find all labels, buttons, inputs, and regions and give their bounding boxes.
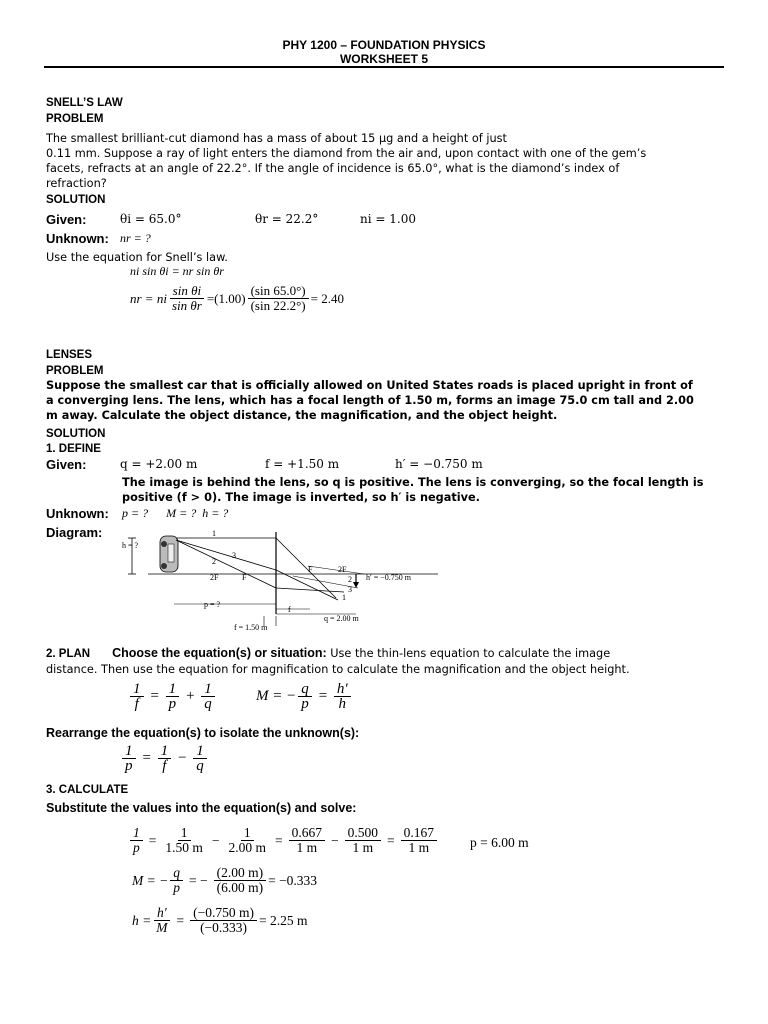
- denominator: f: [134, 696, 139, 712]
- calculate-heading: 3. CALCULATE: [46, 784, 129, 796]
- ray-label-r1: 1: [342, 593, 346, 602]
- numerator: 0.167: [401, 826, 437, 841]
- note-line: positive (f > 0). The image is inverted, so h′ is negative.: [122, 491, 480, 504]
- eq-mid: =(1.00): [206, 290, 246, 306]
- problem-line: refraction?: [46, 177, 107, 190]
- ray-label-r2: 2: [348, 575, 352, 584]
- numerator: (sin 65.0°): [248, 284, 309, 299]
- numerator: 1: [201, 682, 215, 697]
- numerator: 1: [166, 682, 180, 697]
- denominator: (−0.333): [200, 920, 248, 935]
- snell-solved-equation: [130, 284, 344, 313]
- diagram-label: Diagram:: [46, 525, 103, 540]
- plan-paragraph: [46, 646, 736, 677]
- eq-lhs: h =: [132, 912, 152, 928]
- snell-problem-text: [46, 131, 726, 191]
- numerator: h′: [154, 906, 170, 921]
- numerator: 1: [130, 826, 143, 841]
- eq-result: = −0.333: [268, 872, 318, 888]
- numerator: q: [170, 866, 183, 881]
- given-q: q = +2.00 m: [120, 457, 198, 471]
- magnification-equation: M = − $\frac{q}{p}$ = $\frac{h'}{h}$: [256, 682, 353, 711]
- snell-unknown: nr = ?: [120, 231, 151, 245]
- problem-line: facets, refracts at an angle of 22.2°. If the angle of incidence is 65.0°, what is the diamond’s index of: [46, 162, 620, 175]
- snell-equation: ni sin θi = nr sin θr: [130, 264, 224, 278]
- snell-instruction: Use the equation for Snell’s law.: [46, 251, 228, 264]
- lenses-problem-text: [46, 378, 736, 423]
- two-f-right: 2F: [338, 565, 347, 574]
- lenses-problem-heading: PROBLEM: [46, 365, 104, 377]
- numerator: 1: [158, 744, 172, 759]
- denominator: 1 m: [296, 840, 318, 855]
- given-theta-r: θr = 22.2°: [255, 212, 319, 226]
- rearranged-equation: $\frac{1}{p}$ = $\frac{1}{f}$ − $\frac{1}{q}$: [120, 744, 209, 773]
- lenses-solution-heading: SOLUTION: [46, 428, 106, 440]
- substitute-label: Substitute the values into the equation(s) and solve:: [46, 801, 357, 815]
- denominator: q: [196, 758, 204, 774]
- ray-label-2: 2: [212, 557, 216, 566]
- problem-line: 0.11 mm. Suppose a ray of light enters the diamond from the air and, upon contact with one of the gem’s: [46, 147, 647, 160]
- ray-label-3: 3: [232, 551, 236, 560]
- plan-line-2: distance. Then use the equation for magnification to calculate the magnification and the object height.: [46, 663, 630, 676]
- plan-heading: 2. PLAN: [46, 648, 91, 660]
- q-value-label: q = 2.00 m: [324, 614, 359, 623]
- denominator: 1 m: [408, 840, 430, 855]
- snell-unknown-label: Unknown:: [46, 231, 109, 246]
- f-right: F: [308, 565, 313, 574]
- h-unknown-label: h = ?: [122, 541, 139, 550]
- f-label: f: [288, 605, 291, 614]
- fraction: [169, 284, 205, 313]
- given-h-prime: h′ = −0.750 m: [395, 457, 483, 471]
- course-title: PHY 1200 – FOUNDATION PHYSICS: [282, 38, 486, 52]
- problem-line: m away. Calculate the object distance, the magnification, and the object height.: [46, 409, 558, 422]
- note-line: The image is behind the lens, so q is positive. The lens is converging, so the focal length is: [122, 476, 704, 489]
- snell-heading: SNELL’S LAW: [46, 97, 123, 109]
- numerator: 1: [193, 744, 207, 759]
- eq-result: = 2.40: [310, 290, 344, 306]
- calc-object-distance: $\frac{1}{p}$ = $\frac{1}{1.50 m}$ − $\frac{1}{2.00 m}$ = $\frac{0.667}{1 m}$ − $\frac{0.500}{1 m}$ = $\frac{0.167}{1 m}$: [128, 826, 439, 855]
- denominator: 2.00 m: [228, 840, 267, 855]
- denominator: 1.50 m: [165, 840, 203, 855]
- numerator: (−0.750 m): [190, 906, 257, 921]
- numerator: h′: [334, 682, 351, 697]
- denominator: h: [338, 696, 347, 712]
- denominator: f: [162, 758, 167, 774]
- numerator: sin θi: [170, 284, 204, 299]
- worksheet-title: WORKSHEET 5: [339, 52, 428, 66]
- p-unknown-label: p = ?: [204, 600, 221, 609]
- problem-line: a converging lens. The lens, which has a focal length of 1.50 m, forms an image 75.0 cm tall and 2.00: [46, 394, 694, 407]
- denominator: sin θr: [171, 298, 202, 313]
- denominator: p: [125, 758, 133, 774]
- h-prime-label: h′ = −0.750 m: [366, 573, 411, 582]
- p-result: p = 6.00 m: [470, 835, 529, 850]
- denominator: p: [173, 880, 180, 895]
- rearrange-label: Rearrange the equation(s) to isolate the unknown(s):: [46, 726, 360, 740]
- thin-lens-equation: $\frac{1}{f}$ = $\frac{1}{p}$ + $\frac{1}{q}$: [128, 682, 217, 711]
- car-object-icon: [160, 536, 178, 572]
- numerator: 1: [130, 682, 144, 697]
- numerator: (2.00 m): [214, 866, 267, 881]
- eq-result: = 2.25 m: [258, 912, 308, 928]
- f-value-label: f = 1.50 m: [234, 623, 268, 632]
- snell-given-label: Given:: [46, 212, 87, 227]
- ray-3: [176, 540, 276, 588]
- numerator: 1: [178, 826, 191, 841]
- numerator: 1: [122, 744, 136, 759]
- m-lhs: M = −: [256, 688, 297, 704]
- numerator: q: [298, 682, 312, 697]
- lenses-note: [122, 475, 732, 505]
- header-rule: [44, 66, 724, 68]
- numerator: 1: [241, 826, 254, 841]
- denominator: p: [133, 840, 140, 855]
- define-heading: 1. DEFINE: [46, 443, 101, 455]
- two-f-left: 2F: [210, 573, 219, 582]
- eq-lhs: nr = ni: [130, 290, 167, 306]
- lenses-given-label: Given:: [46, 457, 87, 472]
- ray-2: [176, 540, 276, 570]
- numerator: 0.500: [345, 826, 381, 841]
- given-n-i: ni = 1.00: [360, 212, 416, 226]
- denominator: p: [301, 696, 309, 712]
- given-theta-i: θi = 65.0°: [120, 212, 182, 226]
- calc-object-height: h = $\frac{h'}{M}$ = $\frac{(-0.750 m)}{(-0.333)}$ = 2.25 m: [132, 905, 308, 935]
- fraction: [248, 284, 309, 313]
- denominator: 1 m: [352, 840, 374, 855]
- problem-line: Suppose the smallest car that is officially allowed on United States roads is placed upright in front of: [46, 379, 693, 392]
- ray-label-1: 1: [212, 529, 216, 538]
- plan-rest: Use the thin-lens equation to calculate the image: [326, 647, 611, 660]
- denominator: p: [168, 696, 177, 712]
- denominator: M: [156, 920, 168, 935]
- lenses-unknown-label: Unknown:: [46, 506, 109, 521]
- ray-label-r3: 3: [348, 585, 352, 594]
- numerator: 0.667: [289, 826, 325, 841]
- denominator: (6.00 m): [216, 880, 264, 895]
- snell-problem-heading: PROBLEM: [46, 113, 104, 125]
- problem-line: The smallest brilliant-cut diamond has a mass of about 15 μg and a height of just: [46, 132, 507, 145]
- calc-magnification: M = − $\frac{q}{p}$ = − $\frac{(2.00 m)}{(6.00 m)}$ = −0.333: [132, 865, 318, 895]
- lens-ray-diagram: [118, 526, 448, 634]
- denominator: q: [204, 696, 212, 712]
- eq-lhs: M = −: [132, 872, 169, 888]
- snell-solution-heading: SOLUTION: [46, 194, 106, 206]
- plan-bold: Choose the equation(s) or situation:: [112, 646, 327, 660]
- lenses-heading: LENSES: [46, 349, 93, 361]
- f-left: F: [242, 573, 247, 582]
- denominator: (sin 22.2°): [250, 298, 306, 313]
- given-f: f = +1.50 m: [265, 457, 340, 471]
- lenses-unknown: p = ? M = ? h = ?: [122, 506, 229, 520]
